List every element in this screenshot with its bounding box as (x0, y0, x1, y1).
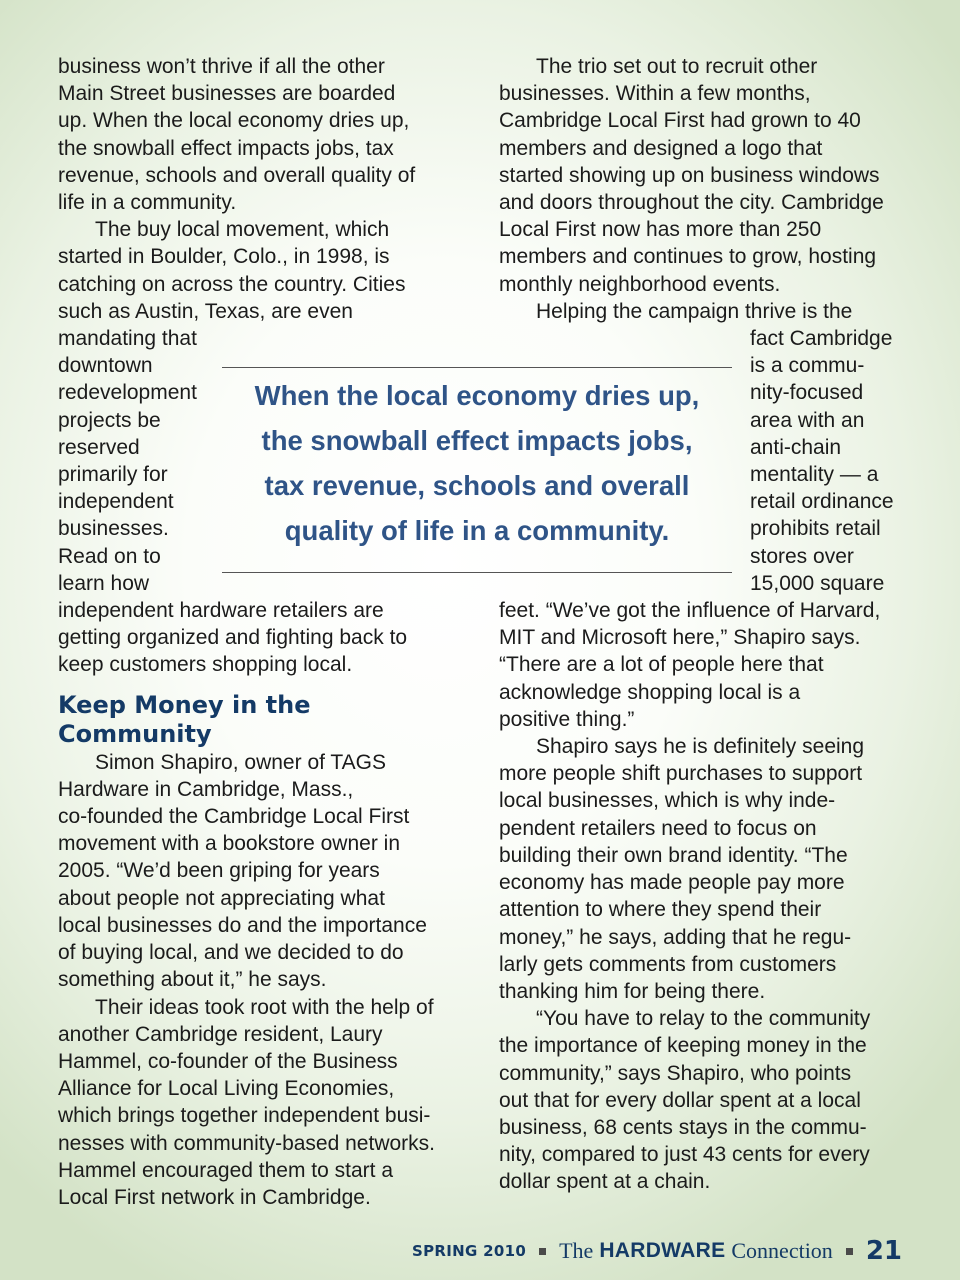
text-line: The buy local movement, which (95, 218, 390, 242)
pull-quote-line: the snowball effect impacts jobs, (261, 425, 693, 456)
text-line: nity, compared to just 43 cents for every (499, 1143, 870, 1167)
text-line: Hardware in Cambridge, Mass., (58, 777, 354, 801)
text-line: redevelopment (58, 381, 197, 405)
text-line: Their ideas took root with the help of (95, 995, 434, 1019)
trio-paragraph (499, 53, 909, 298)
left-column (58, 53, 468, 1211)
text-line: something about it,” he says. (58, 968, 327, 992)
text-line: “You have to relay to the community (536, 1007, 871, 1031)
right-column (499, 53, 909, 1196)
text-line: stores over (750, 544, 854, 568)
text-line: the snowball effect impacts jobs, tax (58, 136, 394, 160)
text-line: downtown (58, 354, 153, 378)
text-line: feet. “We’ve got the influence of Harvard, (499, 599, 881, 623)
text-line: projects be (58, 408, 161, 432)
text-line: members and continues to grow, hosting (499, 245, 877, 269)
text-line: catching on across the country. Cities (58, 272, 406, 296)
text-line: economy has made people pay more (499, 871, 845, 895)
text-line: independent hardware retailers are (58, 599, 384, 623)
text-line: monthly neighborhood events. (499, 272, 781, 296)
text-line: of buying local, and we decided to do (58, 941, 404, 965)
text-line: primarily for (58, 463, 168, 487)
text-line: 2005. “We’d been griping for years (58, 859, 380, 883)
text-line: Alliance for Local Living Economies, (58, 1077, 395, 1101)
shapiro-paragraph (58, 749, 468, 994)
text-line: local businesses, which is why inde- (499, 789, 836, 813)
text-line: Read on to (58, 544, 161, 568)
text-line: positive thing.” (499, 707, 635, 731)
text-line: Cambridge Local First had grown to 40 (499, 109, 861, 133)
text-line: Shapiro says he is definitely seeing (536, 735, 865, 759)
text-line: Helping the campaign thrive is the (536, 299, 853, 323)
pull-quote (222, 367, 732, 573)
magazine-name-the: The (559, 1238, 594, 1263)
pull-quote-line: When the local economy dries up, (254, 380, 700, 411)
text-line: dollar spent at a chain. (499, 1170, 711, 1194)
text-line: businesses. Within a few months, (499, 82, 811, 106)
text-line: is a commu- (750, 354, 865, 378)
text-line: up. When the local economy dries up, (58, 109, 410, 133)
text-line: anti-chain (750, 435, 842, 459)
page-number: 21 (865, 1236, 902, 1266)
text-line: another Cambridge resident, Laury (58, 1022, 383, 1046)
magazine-name-connection: Connection (731, 1238, 833, 1263)
page-footer (412, 1236, 902, 1266)
pull-quote-line: quality of life in a community. (284, 515, 670, 546)
ideas-paragraph (58, 994, 468, 1212)
text-line: nesses with community-based networks. (58, 1131, 435, 1155)
text-line: co-founded the Cambridge Local First (58, 805, 410, 829)
text-line: Hammel encouraged them to start a (58, 1158, 393, 1182)
square-bullet-icon (539, 1248, 546, 1255)
text-line: about people not appreciating what (58, 886, 385, 910)
text-line: businesses. (58, 517, 169, 541)
text-line: movement with a bookstore owner in (58, 832, 400, 856)
magazine-name-hardware: HARDWARE (599, 1239, 726, 1262)
text-line: Hammel, co-founder of the Business (58, 1049, 398, 1073)
relay-paragraph (499, 1005, 909, 1195)
section-heading (58, 691, 468, 749)
text-line: Local First network in Cambridge. (58, 1185, 371, 1209)
text-line: building their own brand identity. “The (499, 843, 848, 867)
shift-paragraph (499, 733, 909, 1005)
text-line: such as Austin, Texas, are even (58, 299, 353, 323)
text-line: retail ordinance (750, 490, 894, 514)
text-line: nity-focused (750, 381, 864, 405)
text-line: reserved (58, 435, 140, 459)
text-line: MIT and Microsoft here,” Shapiro says. (499, 626, 861, 650)
text-line: which brings together independent busi- (58, 1104, 431, 1128)
text-line: the importance of keeping money in the (499, 1034, 867, 1058)
text-line: prohibits retail (750, 517, 881, 541)
text-line: revenue, schools and overall quality of (58, 163, 416, 187)
text-line: more people shift purchases to support (499, 762, 863, 786)
text-line: business, 68 cents stays in the commu- (499, 1115, 867, 1139)
text-line: thanking him for being there. (499, 979, 766, 1003)
text-line: business won’t thrive if all the other (58, 55, 385, 78)
text-line: mandating that (58, 327, 197, 351)
text-line: life in a community. (58, 191, 237, 215)
text-line: started showing up on business windows (499, 163, 880, 187)
pull-quote-line: tax revenue, schools and overall (264, 470, 690, 501)
text-line: pendent retailers need to focus on (499, 816, 817, 840)
text-line: keep customers shopping local. (58, 653, 353, 677)
text-line: independent (58, 490, 174, 514)
text-line: out that for every dollar spent at a local (499, 1088, 861, 1112)
text-line: and doors throughout the city. Cambridge (499, 191, 884, 215)
intro-paragraph (58, 53, 468, 216)
text-line: 15,000 square (750, 571, 885, 595)
text-line: money,” he says, adding that he regu- (499, 925, 852, 949)
text-line: Local First now has more than 250 (499, 218, 822, 242)
text-line: community,” says Shapiro, who points (499, 1061, 852, 1085)
text-line: larly gets comments from customers (499, 952, 837, 976)
text-line: Simon Shapiro, owner of TAGS (95, 750, 387, 774)
text-line: Main Street businesses are boarded (58, 82, 396, 106)
text-line: attention to where they spend their (499, 898, 822, 922)
text-line: members and designed a logo that (499, 136, 823, 160)
text-line: local businesses do and the importance (58, 913, 427, 937)
heading-line: Keep Money in the (58, 690, 311, 719)
square-bullet-icon (846, 1248, 853, 1255)
text-line: acknowledge shopping local is a (499, 680, 801, 704)
text-line: mentality — a (750, 463, 879, 487)
text-line: area with an (750, 408, 865, 432)
text-line: started in Boulder, Colo., in 1998, is (58, 245, 390, 269)
heading-line: Community (58, 719, 212, 748)
issue-season: SPRING 2010 (412, 1242, 527, 1260)
text-line: learn how (58, 571, 150, 595)
text-line: getting organized and fighting back to (58, 626, 408, 650)
text-line: “There are a lot of people here that (499, 653, 824, 677)
text-line: fact Cambridge (750, 327, 893, 351)
text-line: The trio set out to recruit other (536, 55, 818, 78)
